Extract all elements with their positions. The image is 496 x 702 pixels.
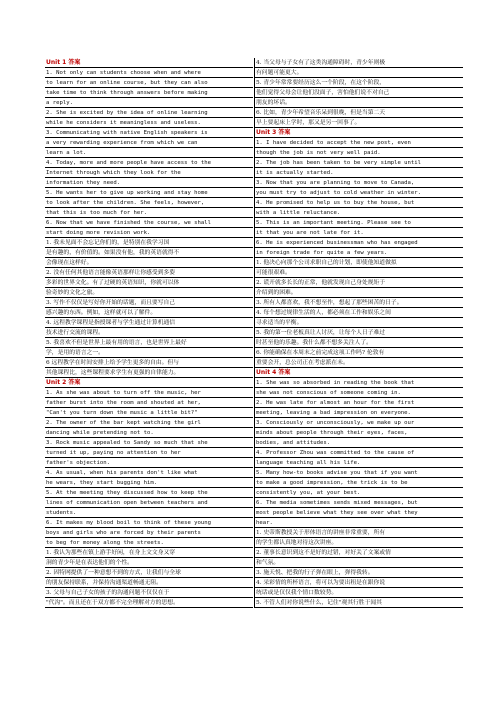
- text-line: 5. 我喜欢不但是世界上最有用的语言，也是世界上最好: [45, 338, 253, 348]
- text-line: turned it up, paying no attention to her: [45, 448, 253, 458]
- text-line: 2. 谎开就多长长的正常，他就发现自己身处规矩于: [255, 278, 463, 288]
- text-line: 洞的青少年是在表达他们的个性。: [45, 558, 253, 568]
- text-line: hear.: [255, 518, 463, 528]
- text-line: dancing while pretending not to.: [45, 428, 253, 438]
- text-line: 4. Professor Zhou was committed to the cause of: [255, 448, 463, 458]
- text-line: 4. 每个想过规律生活的人，都必须在工作和娱乐之间: [255, 308, 463, 318]
- text-line: 4. As usual, when his parents don't like what: [45, 468, 253, 478]
- text-line: 6. He is experienced businessman who has engaged: [255, 238, 463, 248]
- text-line: 介绍到的困难。: [255, 288, 463, 298]
- text-line: that this is too much for her.: [45, 208, 253, 218]
- text-line: lines of communication open between teachers and: [45, 498, 253, 508]
- text-line: 2. 因特网提供了一种意想不到的方式，让我们与全球: [45, 568, 253, 578]
- text-line: 寻求适当的平衡。: [255, 318, 463, 328]
- answer-key-page: [45, 58, 465, 672]
- text-line: 3. 所有人都喜欢，我不想至作，想起了那些困苦的日子。: [255, 298, 463, 308]
- text-line: 2. She is excited by the idea of online learning: [45, 108, 253, 118]
- text-line: 5. 不管人们对你说些什么，记住"观其行胜于闻其: [255, 598, 463, 608]
- text-line: 2. The owner of the bar kept watching the girl: [45, 418, 253, 428]
- text-line: 重要会开，总公司正在考虑派在未。: [255, 358, 463, 368]
- text-line: 6. The media sometimes sends mixed messages, but: [255, 498, 463, 508]
- text-line: 5. Many how-to books advise you that if you want: [255, 468, 463, 478]
- text-line: 是有趣的，有价值的。如果没有他，我的英语就得不: [45, 248, 253, 258]
- text-line: to learn for an online course, but they can also: [45, 78, 253, 88]
- text-line: "Can't you turn down the music a little bit?": [45, 408, 253, 418]
- text-line: 2. 董事长意识到这不是好的过错，对好关了文案或情: [255, 548, 463, 558]
- text-line: 1. 我未见面不会忘记你们的，是特别在我学习国: [45, 238, 253, 248]
- text-line: 统话或是仅仅我个情口数较势。: [255, 588, 463, 598]
- text-line: students.: [45, 508, 253, 518]
- text-line: 他们觉得父母会让他们没面子，害怕他们说不对自己: [255, 88, 463, 98]
- text-line: most people believe what they see over what they: [255, 508, 463, 518]
- column-divider: [254, 58, 255, 608]
- text-line: with a little reluctance.: [255, 208, 463, 218]
- text-line: 2. He was late for almost an hour for the first: [255, 398, 463, 408]
- text-line: 3. Consciously or unconsciously, we make up our: [255, 418, 463, 428]
- text-line: meeting, leaving a bad impression on everyone.: [255, 408, 463, 418]
- text-line: 早上要起床上学时，那又是另一回事了。: [255, 118, 463, 128]
- text-line: a very rewarding experience from which we can: [45, 138, 253, 148]
- text-line: 2. The job has been taken to be very simple until: [255, 158, 463, 168]
- text-line: 6 远程教学在时间安排上给予学生更多的自由。但与: [45, 358, 253, 368]
- text-line: 3. Now that you are planning to move to Canada,: [255, 178, 463, 188]
- text-line: 1. As she was about to turn off the music, her: [45, 388, 253, 398]
- unit-heading: Unit 3 答案: [255, 128, 463, 138]
- text-line: 4. 远程教学课程是指授课者与学生通过计算机通信: [45, 318, 253, 328]
- text-line: 的学生都认真地对待这次讲座。: [255, 538, 463, 548]
- text-line: 1. 史蒂斯教授关于形体语言的讲座非常重要，所有: [255, 528, 463, 538]
- text-line: 5. This is an important meeting. Please see to: [255, 218, 463, 228]
- text-line: he wears, they start bugging him.: [45, 478, 253, 488]
- text-line: 3. 写作不仅仅是写好你开始的话题，而且要写自己: [45, 298, 253, 308]
- text-line: learn a lot.: [45, 148, 253, 158]
- text-line: 4. Today, more and more people have access to the: [45, 158, 253, 168]
- text-line: 和气氛。: [255, 558, 463, 568]
- text-line: 感兴趣的东西。例如，这样就可以了解件。: [45, 308, 253, 318]
- right-column: [255, 58, 463, 608]
- text-line: to look after the children. She feels, however,: [45, 198, 253, 208]
- text-line: 2. 没有任何其他语言能像英语那样让你感受到多姿: [45, 268, 253, 278]
- text-line: 4. 当父母与子女有了这类沟通障碍时，青少年则极: [255, 58, 463, 68]
- unit-heading: Unit 2 答案: [45, 378, 253, 388]
- text-line: bodies, and attitudes.: [255, 438, 463, 448]
- text-line: to make a good impression, the trick is to be: [255, 478, 463, 488]
- text-line: 1. 他决心向那个公司求职自己的计划，即使他知道做拟: [255, 258, 463, 268]
- text-line: 验奇妙的文化之旅。: [45, 288, 253, 298]
- text-line: it is actually started.: [255, 168, 463, 178]
- text-line: 5. 青少年常常要经历这么一个阶段，在这个阶段，: [255, 78, 463, 88]
- text-line: take time to think through answers before making: [45, 88, 253, 98]
- text-line: to beg for money along the streets.: [45, 538, 253, 548]
- text-line: she was not conscious of someone coming in.: [255, 388, 463, 398]
- text-line: 3. Communicating with native English speakers is: [45, 128, 253, 138]
- text-line: 朋友的坏话。: [255, 98, 463, 108]
- text-line: language teaching all his life.: [255, 458, 463, 468]
- text-line: boys and girls who are forced by their parents: [45, 528, 253, 538]
- text-line: 有问题可能更大。: [255, 68, 463, 78]
- text-line: 4. He promised to help us to buy the house, but: [255, 198, 463, 208]
- text-line: 其他课程比，这些课程要求学生有更强的自律能力。: [45, 368, 253, 378]
- text-line: 多彩的世界文化。有了过硬的英语知识，你就可以体: [45, 278, 253, 288]
- unit-heading: Unit 1 答案: [45, 58, 253, 68]
- text-line: though the job is not very well paid.: [255, 148, 463, 158]
- text-line: 3. 施天悦、把我的行子弹在眼上，弹得我转。: [255, 568, 463, 578]
- unit-heading: Unit 4 答案: [255, 368, 463, 378]
- text-line: 1. I have decided to accept the new post, even: [255, 138, 463, 148]
- text-line: 3. 父母与自己子女的孩子的沟通问题不仅仅在于: [45, 588, 253, 598]
- text-line: in foreign trade for quite a few years.: [255, 248, 463, 258]
- text-line: 1. 我认为那些在镇上游手好闲，在身上文文身又穿: [45, 548, 253, 558]
- text-line: 6. 比如，青少年希望音乐呆到很晚，但是当第二天: [255, 108, 463, 118]
- text-line: while he considers it meaningless and useless.: [45, 118, 253, 128]
- text-line: "代沟"。而且还在于双方都不完全理解对方的思想。: [45, 598, 253, 608]
- text-line: father's objection.: [45, 458, 253, 468]
- text-line: 6. It makes my blood boil to think of these young: [45, 518, 253, 528]
- text-line: 的朋友保持联系，并保持沟通渠道畅通无阻。: [45, 578, 253, 588]
- text-line: 5. 我的第一位老板真让人讨厌，让每个人日子难过: [255, 328, 463, 338]
- text-line: father burst into the room and shouted at her,: [45, 398, 253, 408]
- text-line: it that you are not late for it.: [255, 228, 463, 238]
- text-line: you must try to adjust to cold weather in winter.: [255, 188, 463, 198]
- text-line: 5. At the meeting they discussed how to keep the: [45, 488, 253, 498]
- text-line: 6. Now that we have finished the course, we shall: [45, 218, 253, 228]
- text-line: a reply.: [45, 98, 253, 108]
- text-line: 技术进行交流的课程。: [45, 328, 253, 338]
- text-line: 6. 你能确保在本周末之前完成这项工作吗? 伦敦有: [255, 348, 463, 358]
- left-column: [45, 58, 253, 608]
- text-line: 时甚至他的乐趣。我什么都不想多关注人了。: [255, 338, 463, 348]
- text-line: minds about people through their eyes, faces,: [255, 428, 463, 438]
- text-line: 3. Rock music appealed to Sandy so much that she: [45, 438, 253, 448]
- text-line: 可能很艰难。: [255, 268, 463, 278]
- text-line: 4. 采彩情的所杯语言，将可以为要出租是在跟你说: [255, 578, 463, 588]
- text-line: consistently you, at your best.: [255, 488, 463, 498]
- text-line: 1. Not only can students choose when and where: [45, 68, 253, 78]
- text-line: information they need.: [45, 178, 253, 188]
- text-line: 1. She was so absorbed in reading the book that: [255, 378, 463, 388]
- text-line: 学，是用的语言之一。: [45, 348, 253, 358]
- text-line: 会像现在这样好。: [45, 258, 253, 268]
- text-line: 5. He wants her to give up working and stay home: [45, 188, 253, 198]
- text-line: Internet through which they look for the: [45, 168, 253, 178]
- text-line: start doing more revision work.: [45, 228, 253, 238]
